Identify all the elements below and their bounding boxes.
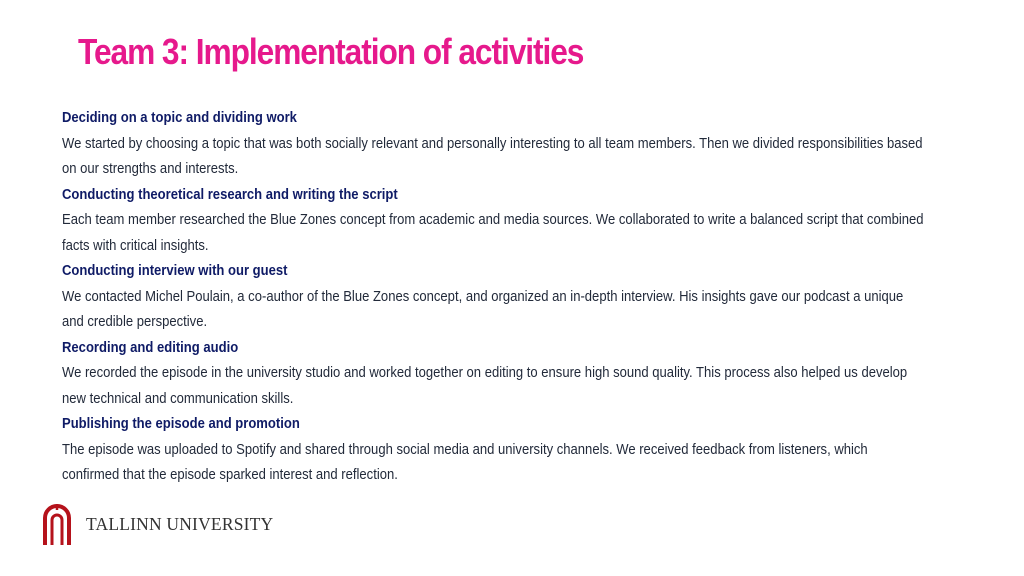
activity-heading: Publishing the episode and promotion [62,416,300,432]
activity-heading: Recording and editing audio [62,339,239,356]
slide-title: Team 3: Implementation of activities [78,31,584,72]
university-logo [42,502,273,546]
university-name: TALLINN UNIVERSITY [86,513,274,534]
activity-description: Each team member researched the Blue Zones concept from academic and media sources. We collaborated to write a balanced script that combined facts with critical insights. [62,212,924,254]
activity-description: We recorded the episode in the university studio and worked together on editing to ensure high sound quality. This process also helped us develop new technical and communication skills. [62,365,908,407]
activities-list [62,106,926,489]
activity-heading: Deciding on a topic and dividing work [62,110,297,126]
activity-section [62,183,926,260]
activity-description: We contacted Michel Poulain, a co-author of the Blue Zones concept, and organized an in-depth interview. His insights gave our podcast a unique and credible perspective. [62,288,904,330]
activity-section [62,259,926,336]
activity-heading: Conducting theoretical research and writing the script [62,186,398,203]
activity-section [62,336,926,413]
tallinn-university-arch-logo-icon [42,502,72,546]
activity-heading: Conducting interview with our guest [62,263,288,279]
activity-description: The episode was uploaded to Spotify and shared through social media and university channels. We received feedback from listeners, which confirmed that the episode sparked interest and reflection. [62,441,868,483]
activity-section [62,106,926,183]
activity-description: We started by choosing a topic that was both socially relevant and personally interesting to all team members. Then we divided responsibilities based on our strengths and interests. [62,135,923,177]
activity-section [62,412,926,489]
